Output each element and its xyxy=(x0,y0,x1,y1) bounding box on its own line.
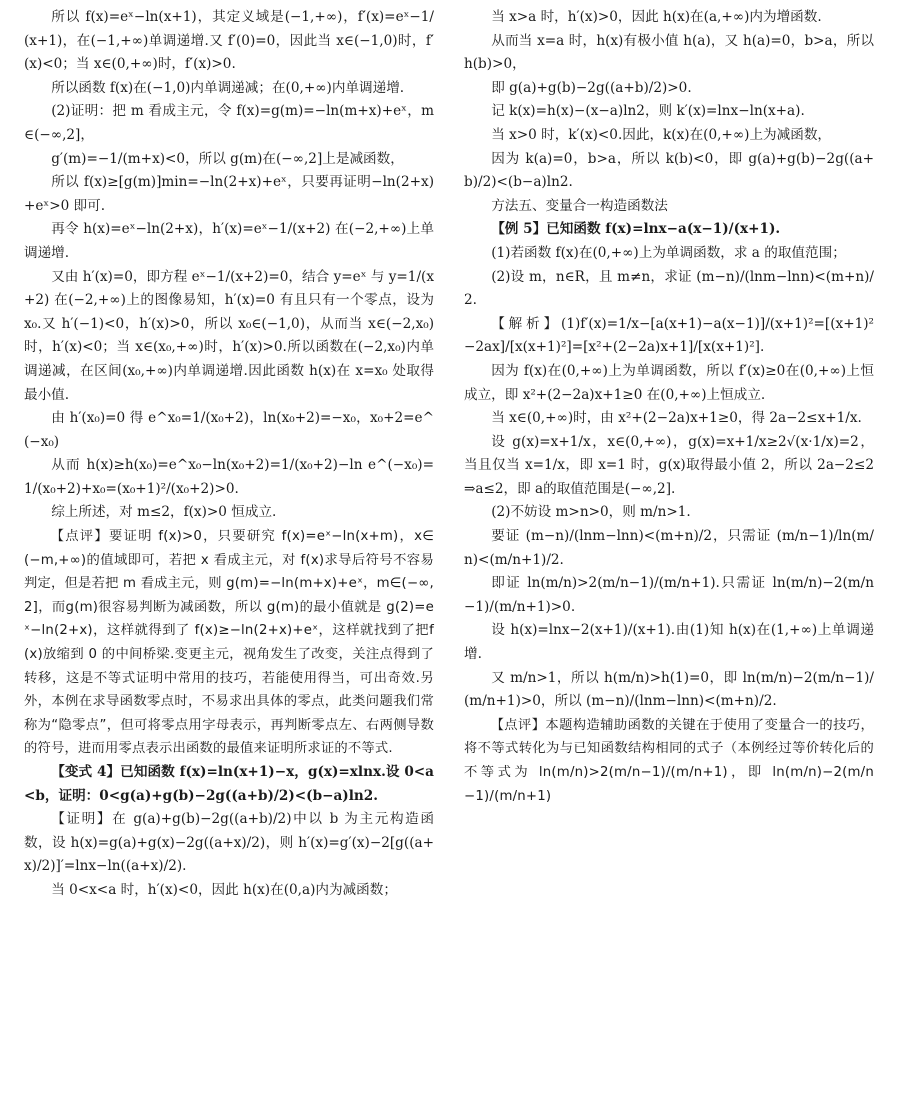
left-column-paragraph: 【证明】在 g(a)+g(b)−2g((a+b)/2)中以 b 为主元构造函数，设 h(x)=g(a)+g(x)−2g((a+x)/2)，则 h′(x)=g′(x)−2[g((a+x)/2)]′=lnx−ln((a+x)/2). xyxy=(24,811,434,875)
left-column-paragraph: 综上所述，对 m≤2，f(x)>0 恒成立. xyxy=(51,504,277,521)
left-column-paragraph: g′(m)=−1/(m+x)<0，所以 g(m)在(−∞,2]上是减函数， xyxy=(51,150,404,167)
right-column-paragraph: 要证 (m−n)/(lnm−lnn)<(m+n)/2，只需证 (m/n−1)/ln(m/n)<(m/n+1)/2. xyxy=(464,528,874,568)
left-column-paragraph: 当 0<x<a 时，h′(x)<0，因此 h(x)在(0,a)内为减函数； xyxy=(51,881,397,898)
left-column-paragraph: 所以 f(x)≥[g(m)]min=−ln(2+x)+eˣ，只要再证明−ln(2+x)+eˣ>0 即可. xyxy=(24,174,434,214)
right-column-paragraph: 即证 ln(m/n)>2(m/n−1)/(m/n+1).只需证 ln(m/n)−2(m/n−1)/(m/n+1)>0. xyxy=(464,575,874,615)
left-column-paragraph: 【点评】要证明 f(x)>0，只要研究 f(x)=eˣ−ln(x+m)，x∈(−m,+∞)的值域即可，若把 x 看成主元，对 f(x)求导后符号不容易判定，但是若把 m 看成主元，则 g(m)=−ln(m+x)+eˣ，m∈(−∞,2]，而g(m)很容易判断为减函数，所以 g(m)的最小值就是 g(2)=eˣ−ln(2+x)，这样就得到了 f(x)≥−ln(2+x)+eˣ，这样就找到了把f(x)放缩到 0 的中间桥梁.变更主元，视角发生了改变，关注点得到了转移，这是不等式证明中常用的技巧，若能使用得当，可出奇效.另外，本例在求导函数零点时，不易求出具体的零点，此类问题我们常称为“隐零点”，但可将零点用字母表示，再判断零点左、右两侧导数的符号，进而用零点表示出函数的最值来证明所求证的不等式. xyxy=(24,529,434,757)
left-column-paragraph: 又由 h′(x)=0，即方程 eˣ−1/(x+2)=0，结合 y=eˣ 与 y=1/(x+2) 在(−2,+∞)上的图像易知，h′(x)=0 有且只有一个零点，设为 x₀.又 h′(−1)<0，h′(x)>0，所以 x₀∈(−1,0)，从而当 x∈(−2,x₀)时，h′(x)<0；当 x∈(x₀,+∞)时，h′(x)>0.所以函数在(−2,x₀)内单调递减，在区间(x₀,+∞)内单调递增.因此函数 h(x)在 x=x₀ 处取得最小值. xyxy=(24,268,439,403)
right-column-paragraph: 因为 k(a)=0，b>a，所以 k(b)<0，即 g(a)+g(b)−2g((a+b)/2)<(b−a)ln2. xyxy=(464,150,874,191)
right-column-paragraph: 【解析】(1)f′(x)=1/x−[a(x+1)−a(x−1)]/(x+1)²=[(x+1)²−2ax]/[x(x+1)²]=[x²+(2−2a)x+1]/[x(x+1)²]. xyxy=(464,315,874,356)
right-column-paragraph: 【例 5】已知函数 f(x)=lnx−a(x−1)/(x+1). xyxy=(491,221,781,238)
right-column-paragraph: (2)设 m，n∈R，且 m≠n，求证 (m−n)/(lnm−lnn)<(m+n)/2. xyxy=(464,268,874,309)
right-column-paragraph: 当 x>0 时，k′(x)<0.因此，k(x)在(0,+∞)上为减函数， xyxy=(491,126,832,143)
right-column-paragraph: 【点评】本题构造辅助函数的关键在于使用了变量合一的技巧，将不等式转化为与已知函数结构相同的式子（本例经过等价转化后的不等式为 ln(m/n)>2(m/n−1)/(m/n+1)，即 ln(m/n)−2(m/n−1)/(m/n+1) xyxy=(464,717,874,804)
right-column-paragraph: 设 g(x)=x+1/x，x∈(0,+∞)，g(x)=x+1/x≥2√(x·1/x)=2，当且仅当 x=1/x，即 x=1 时，g(x)取得最小值 2，所以 2a−2≤2⇒a≤2，即 a的取值范围是(−∞,2]. xyxy=(464,433,874,497)
right-column-paragraph: 设 h(x)=lnx−2(x+1)/(x+1).由(1)知 h(x)在(1,+∞)上单调递增. xyxy=(464,622,874,663)
right-column-paragraph: 记 k(x)=h(x)−(x−a)ln2，则 k′(x)=lnx−ln(x+a). xyxy=(491,103,805,120)
left-column-paragraph: 所以 f(x)=eˣ−ln(x+1)，其定义域是(−1,+∞)，f′(x)=eˣ−1/(x+1)，在(−1,+∞)单调递增.又 f′(0)=0，因此当 x∈(−1,0)时，f′(x)<0；当 x∈(0,+∞)时，f′(x)>0. xyxy=(24,9,434,73)
left-column-paragraph: (2)证明：把 m 看成主元，令 f(x)=g(m)=−ln(m+x)+eˣ，m∈(−∞,2]， xyxy=(24,103,434,143)
left-column-paragraph: 【变式 4】已知函数 f(x)=ln(x+1)−x，g(x)=xlnx.设 0<a<b，证明：0<g(a)+g(b)−2g((a+b)/2)<(b−a)ln2. xyxy=(24,764,434,804)
right-column-paragraph: (1)若函数 f(x)在(0,+∞)上为单调函数，求 a 的取值范围； xyxy=(491,244,846,261)
right-column-paragraph: 即 g(a)+g(b)−2g((a+b)/2)>0. xyxy=(491,79,692,96)
right-column-paragraph: 当 x>a 时，h′(x)>0，因此 h(x)在(a,+∞)内为增函数. xyxy=(491,9,822,25)
left-column xyxy=(24,6,439,1094)
right-column-paragraph: 从而当 x=a 时，h(x)有极小值 h(a)，又 h(a)=0，b>a，所以 h(b)>0， xyxy=(464,32,879,73)
right-column-paragraph: 因为 f(x)在(0,+∞)上为单调函数，所以 f′(x)≥0在(0,+∞)上恒成立，即 x²+(2−2a)x+1≥0 在(0,+∞)上恒成立. xyxy=(464,362,874,403)
left-column-paragraph: 所以函数 f(x)在(−1,0)内单调递减；在(0,+∞)内单调递增. xyxy=(51,79,405,96)
right-column-paragraph: (2)不妨设 m>n>0，则 m/n>1. xyxy=(491,504,691,521)
left-column-paragraph: 从而 h(x)≥h(x₀)=e^x₀−ln(x₀+2)=1/(x₀+2)−ln e^(−x₀)=1/(x₀+2)+x₀=(x₀+1)²/(x₀+2)>0. xyxy=(24,457,434,497)
right-column-paragraph: 当 x∈(0,+∞)时，由 x²+(2−2a)x+1≥0，得 2a−2≤x+1/x. xyxy=(491,410,862,427)
right-column-paragraph: 方法五、变量合一构造函数法 xyxy=(491,197,668,214)
right-column-paragraph: 又 m/n>1，所以 h(m/n)>h(1)=0，即 ln(m/n)−2(m/n−1)/(m/n+1)>0，所以 (m−n)/(lnm−lnn)<(m+n)/2. xyxy=(464,669,874,710)
left-column-paragraph: 由 h′(x₀)=0 得 e^x₀=1/(x₀+2)，ln(x₀+2)=−x₀，x₀+2=e^(−x₀) xyxy=(24,410,434,450)
right-column xyxy=(464,6,879,1094)
left-column-paragraph: 再令 h(x)=eˣ−ln(2+x)，h′(x)=eˣ−1/(x+2) 在(−2,+∞)上单调递增. xyxy=(24,221,434,261)
